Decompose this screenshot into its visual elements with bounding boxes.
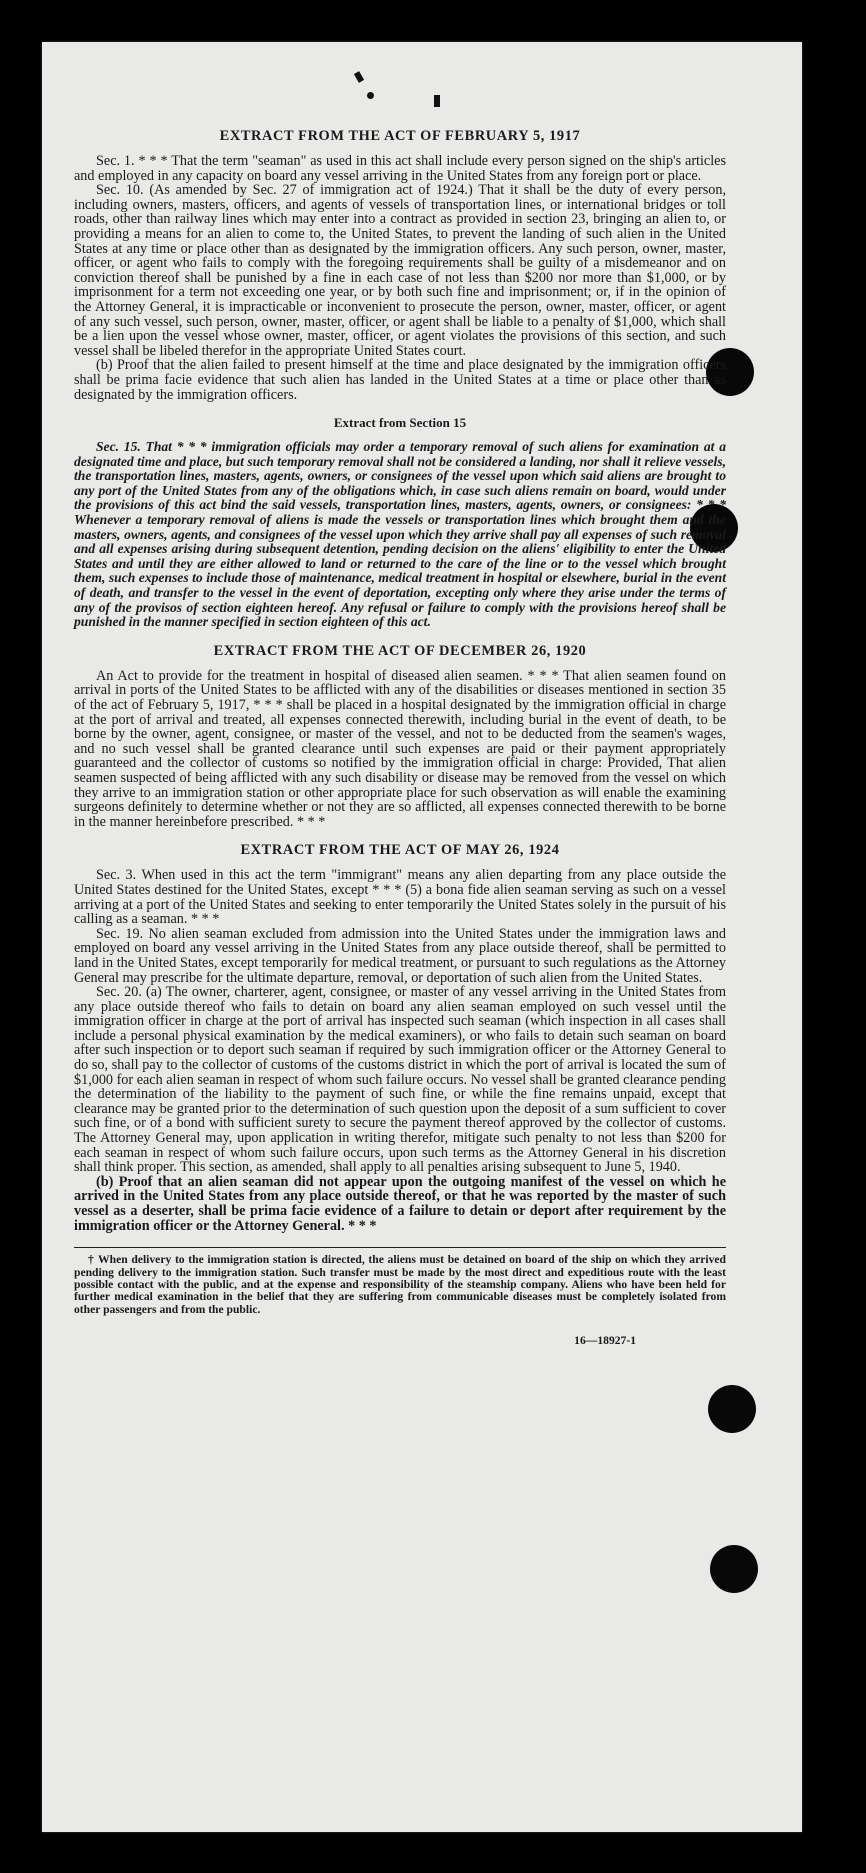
paragraph: Sec. 15. That * * * immigration officials may order a temporary removal of such aliens for examination at a designated time and place, but such temporary removal shall not be considered a landing, nor shall it relieve vessels, the transportation lines, masters, agents, owners, or consignees of the vessel upon which said aliens are brought to any port of the United States from any of the obligations which, in case such aliens remain on board, would under the provisions of this act bind the said vessels, transportation lines, masters, agents, owners, or consignees: * * * Whenever a temporary removal of aliens is made the vessels or transportation lines which brought them and the masters, owners, agents, and consignees of the vessel upon which they arrive shall pay all expenses of such removal and all expenses arising during subsequent detention, pending decision on the aliens' eligibility to enter the United States and until they are either allowed to land or returned to the care of the line or to the vessel which brought them, such expenses to include those of maintenance, medical treatment in hospital or elsewhere, burial in the event of death, and transfer to the vessel in the event of deportation, excepting only where they arise under the terms of any of the provisos of section eighteen hereof. Any refusal or failure to comply with the provisions hereof shall be punished in the manner specified in section eighteen of this act. bbox=[74, 439, 726, 630]
section-heading: EXTRACT FROM THE ACT OF FEBRUARY 5, 1917 bbox=[219, 128, 581, 144]
footnote-text: † When delivery to the immigration station is directed, the aliens must be detained on board of the ship on which they arrived pending delivery to the immigration station. Such transfer must be made by the most direct and expeditious route with the least possible contact with the public, and at the expense and responsibility of the steamship company. Aliens who have been held for further medical examination in the belief that they are suffering from communicable diseases must be completely isolated from other passengers and from the public. bbox=[74, 1253, 726, 1316]
ink-speck bbox=[367, 92, 374, 99]
section-act-1924 bbox=[74, 842, 726, 1233]
paragraph: (b) Proof that the alien failed to present himself at the time and place designated by the immigration officers shall be prima facie evidence that such alien has landed in the United States at a time or place other than as designated by the immigration officers. bbox=[74, 357, 726, 403]
section-act-1917 bbox=[74, 128, 726, 402]
ink-speck bbox=[354, 71, 364, 83]
footnote bbox=[74, 1247, 726, 1316]
paragraph: Sec. 10. (As amended by Sec. 27 of immigration act of 1924.) That it shall be the duty of every person, including owners, masters, officers, and agents of vessels of transportation lines, or international bridges or toll roads, other than railway lines which may enter into a contract as provided in section 23, bringing an alien to, or providing a means for an alien to come to, the United States, to prevent the landing of such alien in the United States at any time or place other than as designated by the immigration officers. Any such person, owner, master, officer, or agent who fails to comply with the foregoing requirements shall be guilty of a misdemeanor and on conviction thereof shall be punished by a fine in each case of not less than $200 nor more than $1,000, or by imprisonment for a term not exceeding one year, or by both such fine and imprisonment; or, if in the opinion of the Attorney General, it is impracticable or inconvenient to prosecute the person, owner, master, officer, or agent of any such vessel, such person, owner, master, officer, or agent shall be liable to a penalty of $1,000, which shall be a lien upon the vessel whose owner, master, officer, or agent violates the provisions of this section, and such vessel shall be libeled therefor in the appropriate United States court. bbox=[74, 182, 726, 359]
section-heading: EXTRACT FROM THE ACT OF DECEMBER 26, 1920 bbox=[213, 642, 587, 659]
document-text bbox=[74, 128, 726, 1347]
section-act-1920 bbox=[74, 643, 726, 830]
form-number: 16—18927-1 bbox=[574, 1334, 636, 1348]
punch-hole bbox=[710, 1545, 758, 1593]
paragraph: Sec. 1. * * * That the term "seaman" as used in this act shall include every person signed on the ship's articles and employed in any capacity on board any vessel arriving in the United States from any foreign port or place. bbox=[74, 153, 726, 184]
section-heading: EXTRACT FROM THE ACT OF MAY 26, 1924 bbox=[240, 842, 560, 859]
punch-hole bbox=[708, 1385, 756, 1433]
paragraph: Sec. 19. No alien seaman excluded from admission into the United States under the immigration laws and employed on board any vessel arriving in the United States from any place outside thereof, shall be permitted to land in the United States, except temporarily for medical treatment, or pursuant to such regulations as the Attorney General may prescribe for the ultimate departure, removal, or deportation of such alien from the United States. bbox=[74, 925, 726, 986]
paragraph: Sec. 3. When used in this act the term "immigrant" means any alien departing from any place outside the United States destined for the United States, except * * * (5) a bona fide alien seaman serving as such on a vessel arriving at a port of the United States and seeking to enter temporarily the United States solely in the pursuit of his calling as a seaman. * * * bbox=[74, 867, 726, 928]
section-15-extract bbox=[74, 415, 726, 630]
ink-speck bbox=[434, 95, 440, 107]
paragraph: Sec. 20. (a) The owner, charterer, agent, consignee, or master of any vessel arriving in the United States from any place outside thereof who fails to detain on board any alien seaman employed on such vessel until the immigration officer in charge at the port of arrival has inspected such seaman (which inspection in all cases shall include a personal physical examination by the medical examiners), or who fails to detain such seaman on board after such inspection or to deport such seaman if required by such immigration officer or the Attorney General to do so, shall pay to the collector of customs of the customs district in which the port of arrival is located the sum of $1,000 for each alien seaman in respect of whom such failure occurs. No vessel shall be granted clearance pending the determination of the liability to the payment of such fine, or while the fine remains unpaid, except that clearance may be granted prior to the determination of such question upon the deposit of a sum sufficient to cover such fine, or of a bond with sufficient surety to secure the payment thereof approved by the collector of customs. The Attorney General may, upon application in writing therefor, mitigate such penalty to not less than $200 for each seaman in respect of whom such failure occurs, upon such terms as the Attorney General in his discretion shall think proper. This section, as amended, shall apply to all penalties arising subsequent to June 5, 1940. bbox=[74, 984, 726, 1176]
section-heading: Extract from Section 15 bbox=[333, 415, 467, 431]
paragraph: (b) Proof that an alien seaman did not appear upon the outgoing manifest of the vessel on which he arrived in the United States from any place outside thereof, or that he was reported by the master of such vessel as a deserter, shall be prima facie evidence of a failure to detain or deport after requirement by the immigration officer or the Attorney General. * * * bbox=[74, 1173, 726, 1234]
paragraph: An Act to provide for the treatment in hospital of diseased alien seamen. * * * That alien seamen found on arrival in ports of the United States to be afflicted with any of the disabilities or diseases mentioned in section 35 of the act of February 5, 1917, * * * shall be placed in a hospital designated by the immigration official in charge at the port of arrival and treated, all expenses connected therewith, including burial in the event of death, to be borne by the owner, agent, consignee, or master of the vessel, and not to be deducted from the seamen's wages, and no such vessel shall be granted clearance until such expenses are paid or their payment appropriately guaranteed and the collector of customs so notified by the immigration official in charge: Provided, That alien seamen suspected of being afflicted with any such disability or disease may be removed from the vessel on which they arrive to an immigration station or other appropriate place for such observation as will enable the examining surgeons definitely to determine whether or not they are so afflicted, all expenses connected therewith to be borne in the manner hereinbefore prescribed. * * * bbox=[74, 667, 726, 830]
